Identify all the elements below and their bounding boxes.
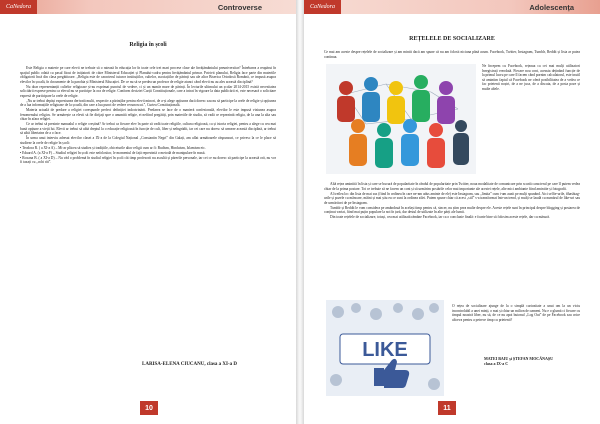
article-title: REȚELELE DE SOCIALIZARE bbox=[409, 36, 495, 42]
like-label: LIKE bbox=[362, 339, 408, 361]
social-network-illustration bbox=[326, 64, 476, 174]
author-class: clasa a IX-a C bbox=[484, 361, 509, 366]
magazine-logo: CaNedora bbox=[304, 0, 341, 14]
article-signature: LARISA-ELENA CIUCANU, clasa a XI-a D bbox=[142, 362, 238, 367]
paragraph: Din toate rețelele de socializare, totuși, cea mai utilizată rămâne Facebook, iar ca o concluzie finală: e foarte bine să folosim aceste rețele, dar cu măsură. bbox=[330, 215, 550, 219]
paragraph: Nu doar reprezentanții cultelor religioase și-au exprimat punctul de vedere, ci și un număr mare de părinți. În lecturile ultimului an școlar 2014-2015 există necesitatea solicitării exprese pentru ca elevul nu se participe la ora de religie. Conform deciziei Curții Constituționale, care a intrat în vigoare la data publicării ei, este necesară o solicitare expresă de participare la orele de religie. bbox=[20, 84, 276, 98]
article-body bbox=[20, 66, 276, 336]
left-header-bar bbox=[0, 0, 296, 14]
section-title: Controverse bbox=[217, 2, 262, 12]
paragraph: Este Religia o materie pe care elevii ne trebuie să o ratează în educația lor în toate cele trei mari procese clase ale învățământului preuniversitar? Întrebarea a reapărut în spațiul public odată cu pasul făcut de inițiatorii de către Ministerul Educației și Planului-cadru pentru învățământul primar. Potrivit planului, Religia face parte din materiile obligatorii încă din clasa pregătitoare. „Religia este de caracterul tuturor instituțiilor, cultelor, asociațiilor de părinți sau ale altor Biserica Ortodoxă Română, ce impusă asupra elevilor în școală, în documente de la parohia și Ministerul Educației. De ce nu să se predea un profesor de religie atunci când elevii nu au ales această disciplină? bbox=[20, 66, 276, 84]
paragraph: Tumblr și Reddit le vom considera pe amândouă în același timp pentru că, sincer, nu știm prea multe despre ele. Aceste rețele sunt în principal despre blogging și postarea de conținut variat, fiind mai puțin populare la noi în țară, dar destul de utilizate în alte părți ale lumii. bbox=[324, 205, 580, 214]
paragraph: În urma unui interviu adresat elevilor clasei a IX-a de la Colegiul Național „Constantin Negri” din Galați, am aflat următoarele răspunsuri, ce privesc la ce le place să studieze la orele de religie în școli: bbox=[20, 136, 276, 145]
paragraph: Altă rețea amintită în lista și care se bucură de popularitate în rândul de popularitate prin Twitter, noua modalitate de comunicare prin scurtă caracterul pe care îl putem vedea chiar de la prima postare. Tot ce trebuie să ne facem un cont și să urmărim postările celor mai importante ale acestei rețele, alte mici ambiante fiind amintite și fotografii. bbox=[324, 182, 580, 191]
closing-paragraph: O rețea de socializare ajunge de la o simplă curiozitate a unui om la un viciu incontrolabil a unei minți, o mai și chiar un milion de oameni. Nu e o glumă ci fiecare cu timpul noastră liber, nu să, de ce nu apoi butonul „Log Out” de pe Facebook sau orice altceva pentru a petrece timp cu prietenii? bbox=[452, 304, 580, 322]
list-item: • Roxana B. ( a XI-a D) – Nu văd o problemă în studiul religiei în școli cât timp profesorii nu ascultă și părerile personale, iar cei ce nu doresc să participe la această oră, nu vor fi taxați cu „ochi răi”. bbox=[20, 155, 276, 164]
paragraph: „Nu ar trebui depăși expresiunea derivată multi, respectiv a părinților pentru elevii minori, de a-și alege opțiunea dacă doresc sau nu să participe la orele de religie și opțiunea de a lua informațiile religioase de la școală, din care a lua punct de vedere recunoscut.”, Curtea Constituțională. bbox=[20, 98, 276, 107]
magazine-logo: CaNedora bbox=[0, 0, 37, 14]
right-page bbox=[304, 0, 600, 424]
book-gutter bbox=[296, 0, 304, 424]
like-thumb-icon bbox=[326, 300, 444, 396]
author-names: MATEI BAIU și ȘTEFAN MOCĂNAȘU bbox=[484, 356, 553, 361]
list-item: • Eduard A. (a XI-a F) – Studiul religiei în școli este nefolositor, le momentul de față reprezintă o metodă de manipulare în masă. bbox=[20, 150, 206, 155]
list-item: • Teodora R. ( a XI-a A) – Mi-ar plăcea să studiez și tradițiile, obiceiurile altor religii cum ar fi: Budism, Hinduism, Islamism etc. bbox=[20, 145, 206, 150]
page-number: 11 bbox=[438, 401, 456, 415]
people-network-icon bbox=[326, 64, 476, 174]
right-header-bar bbox=[304, 0, 600, 14]
side-text: Ne începem cu Facebook, rețeaua ca cei mai mulți utilizatori înregistrați vreodată. Fiecare nou cont, aceasta deținând funcție de la primul lucru pe care îl facem când pornim calculatorul, este inutil să amintim faptul că Facebook ne oferă posibilitatea de a vedea ce fac prietenii noștri, de a ne juca, de a discuta, de a posta poze și multe altele. bbox=[482, 64, 580, 91]
article-authors bbox=[484, 356, 553, 366]
page-number: 10 bbox=[140, 401, 158, 415]
paragraph: Al treilea loc din lista de mai sus (fiind în ordinea în care ne-am adus aminte de ele) este Instagram, sau „limita” cum i-am auzit pe mulți spunând. Aici selfie-urile, #hashtag-urile și pozele cu mâncare, mâini și mai știu eu ce sunt la ordinea zilei. Putem spune chiar că acest „stil” s-a transformat într-un trend, și mulți se laudă cu numărul de like-uri sau de urmăritori de pe Instagram. bbox=[324, 191, 580, 205]
article-body bbox=[324, 182, 580, 298]
article-title: Religia în școli bbox=[129, 42, 167, 48]
like-illustration bbox=[326, 300, 444, 396]
left-page bbox=[0, 0, 296, 424]
section-title: Adolescența bbox=[529, 2, 574, 12]
paragraph: Materia actuală de predare a religiei corespunde perfect definiției indoctrinării. Predarea se face de o manieră confesională, elevilor le este impusă viziunea asupra fenomenului religios. Se urmărește ca elevii să fie dirijați spre o anumită religie, ei nefiind pregătiți, prin materiile de studiu, să vadă ce reprezintă religia, de la una la alta sau chiar în afara religiei. bbox=[20, 108, 276, 121]
paragraph: Ce ar trebui să prezinte manualul o religie creștină? Ar trebui ca fiecare elev în parte să vadă toate religiile, cultura religioasă, ca și istoria religiei, pentru a alege cu cea mai bună opțiune a vieții lui. Elevii ar trebui să aibă dreptul la o educație religioasă în funcție de cult, liber și neîngrădit, iar cei care nu doresc să urmeze această disciplină, ar trebui să aibă libertatea de a o face. bbox=[20, 122, 276, 135]
article-intro: Ce mai am aceste despre rețelele de socializare și am mintit dacă am spune că nu am folosit niciuna până acum. Facebook, Twitter, Instagram, Tumblr, Reddit și lista ar putea continua. bbox=[324, 50, 580, 59]
